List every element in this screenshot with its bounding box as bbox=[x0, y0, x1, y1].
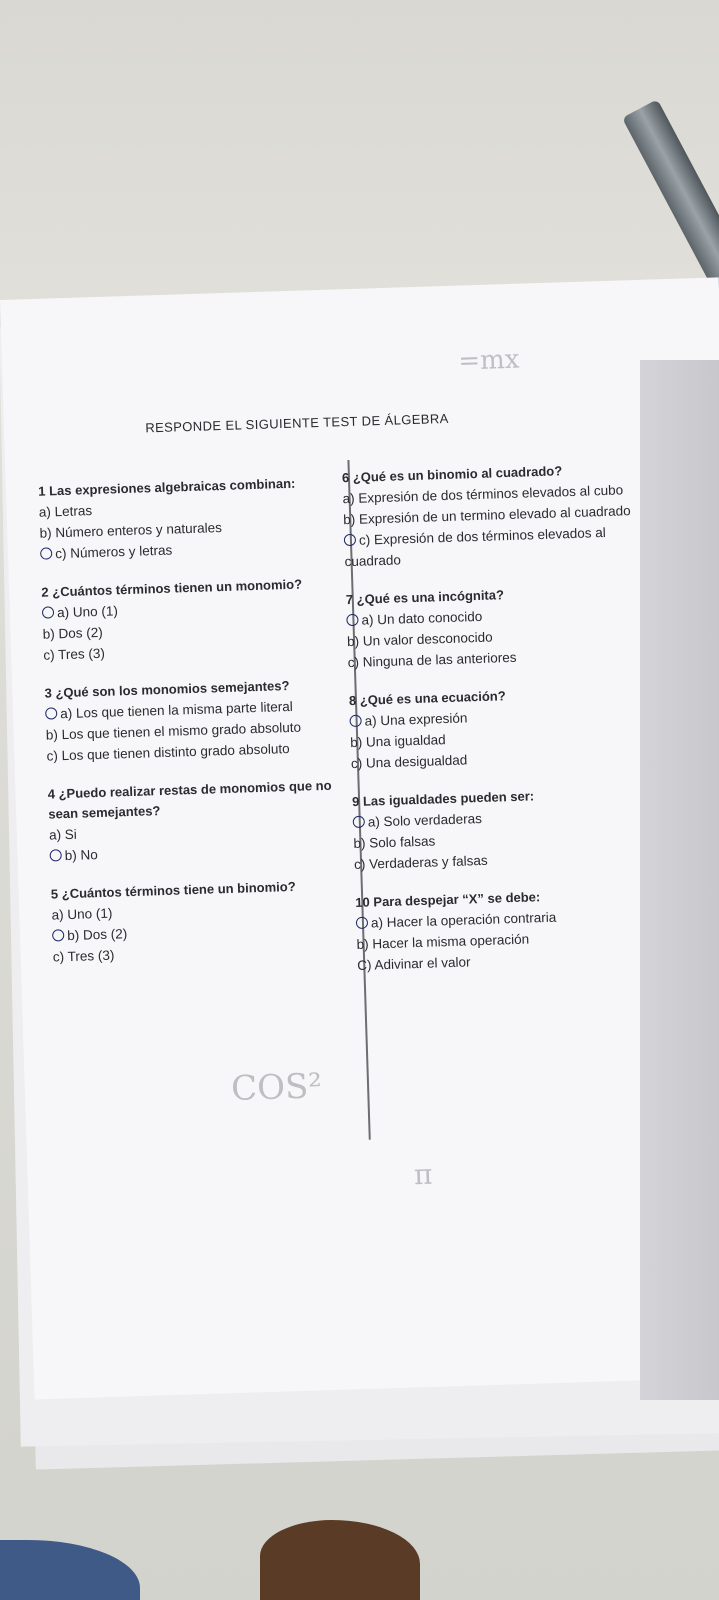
question: 1 Las expresiones algebraicas combinan: bbox=[38, 475, 296, 499]
answer-text: c) Tres (3) bbox=[52, 947, 115, 965]
question: 7 ¿Qué es una incógnita? bbox=[345, 587, 505, 608]
answer-text: a) Una expresión bbox=[364, 710, 468, 729]
pen-mark-icon bbox=[50, 849, 62, 861]
answer-text: a) Si bbox=[48, 826, 78, 843]
answer-text: a) Uno (1) bbox=[56, 603, 119, 621]
answer-text: a) Los que tienen la misma parte literal bbox=[60, 698, 293, 722]
left-column bbox=[38, 472, 354, 985]
right-column bbox=[342, 459, 648, 994]
answer-text: c) Tres (3) bbox=[43, 645, 106, 663]
answer-text: a) Expresión de dos términos elevados al cubo bbox=[342, 482, 624, 507]
question: 5 ¿Cuántos términos tiene un binomio? bbox=[50, 878, 296, 902]
ghost-print: π bbox=[413, 1157, 433, 1192]
answer-text: b) Número enteros y naturales bbox=[39, 520, 223, 541]
pen-mark-icon bbox=[52, 929, 64, 941]
answer-text: b) No bbox=[64, 847, 98, 864]
answer-text: b) Solo falsas bbox=[353, 833, 436, 852]
question: 8 ¿Qué es una ecuación? bbox=[348, 688, 506, 709]
answer-text: b) Una igualdad bbox=[350, 732, 446, 751]
answer-text: b) Un valor desconocido bbox=[346, 629, 493, 650]
question: 2 ¿Cuántos términos tienen un monomio? bbox=[41, 576, 303, 600]
answer-text: b) Dos (2) bbox=[42, 624, 103, 642]
answer-text: c) Una desigualdad bbox=[350, 752, 468, 772]
question: 4 ¿Puedo realizar restas de monomios que no sean semejantes? bbox=[47, 777, 332, 822]
pen-mark-icon bbox=[346, 614, 358, 626]
pen-mark-icon bbox=[353, 816, 365, 828]
answer-text: c) Expresión de dos términos elevados al cuadrado bbox=[344, 524, 606, 570]
pen-mark-icon bbox=[356, 917, 368, 929]
answer-text: b) Dos (2) bbox=[66, 926, 128, 944]
answer-text: a) Hacer la operación contraria bbox=[370, 909, 557, 931]
answer-text: c) Verdaderas y falsas bbox=[353, 852, 488, 873]
answer-text: c) Los que tienen distinto grado absoluto bbox=[46, 741, 290, 764]
answer-text: a) Solo verdaderas bbox=[367, 811, 483, 830]
answer-text: a) Un dato conocido bbox=[361, 608, 483, 628]
answer-text: c) Ninguna de las anteriores bbox=[347, 649, 517, 671]
pen-mark-icon bbox=[344, 534, 356, 546]
answer-text: a) Letras bbox=[38, 503, 93, 520]
pen-mark-icon bbox=[349, 715, 361, 727]
pen-mark-icon bbox=[40, 547, 52, 559]
question: 3 ¿Qué son los monomios semejantes? bbox=[44, 677, 290, 701]
question: 6 ¿Qué es un binomio al cuadrado? bbox=[341, 463, 563, 486]
answer-text: C) Adivinar el valor bbox=[357, 954, 471, 973]
ghost-print: COS² bbox=[230, 1066, 323, 1110]
question: 10 Para despejar “X” se debe: bbox=[355, 889, 541, 911]
question: 9 Las igualdades pueden ser: bbox=[351, 788, 535, 810]
answer-text: c) Números y letras bbox=[54, 542, 173, 562]
pen-mark-icon bbox=[45, 707, 57, 719]
answer-text: b) Hacer la misma operación bbox=[356, 931, 530, 952]
answer-text: b) Expresión de un termino elevado al cuadrado bbox=[343, 503, 631, 528]
answer-text: a) Uno (1) bbox=[51, 905, 113, 923]
answer-text: b) Los que tienen el mismo grado absoluto bbox=[45, 719, 302, 743]
page-title: RESPONDE EL SIGUIENTE TEST DE ÁLGEBRA bbox=[145, 410, 449, 436]
ghost-print: =mx bbox=[457, 344, 520, 377]
pen-mark-icon bbox=[42, 606, 54, 618]
